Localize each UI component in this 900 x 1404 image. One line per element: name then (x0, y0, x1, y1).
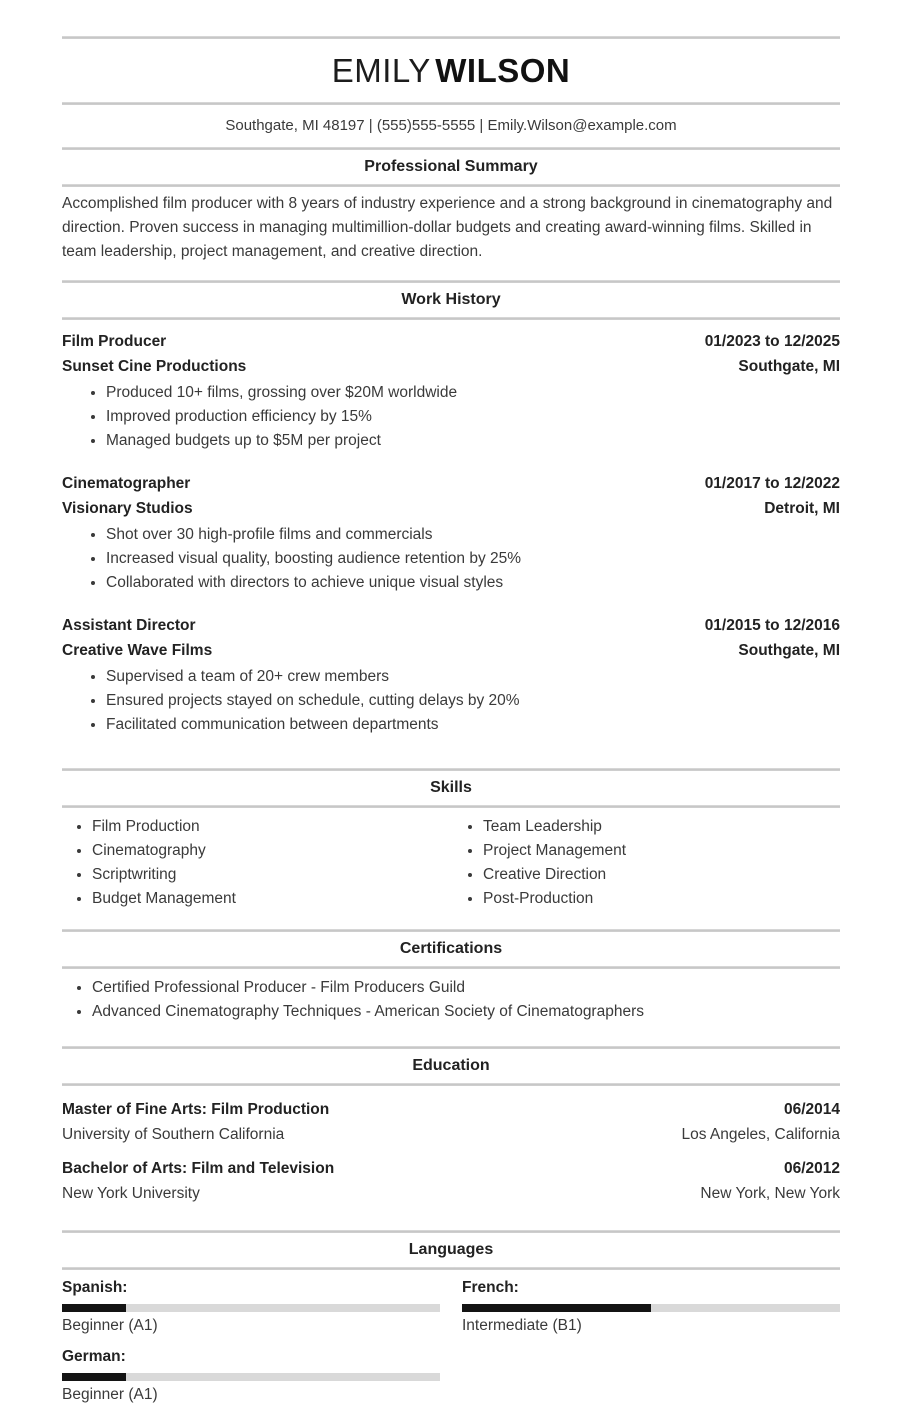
job-company-row (62, 496, 840, 521)
first-name: EMILY (331, 52, 431, 89)
contact-line: Southgate, MI 48197 | (555)555-5555 | Emily.Wilson@example.com (225, 117, 677, 134)
job-dates: 01/2015 to 12/2016 (704, 617, 840, 634)
degree-school-row (62, 1122, 840, 1147)
job-bullet: • Ensured projects stayed on schedule, cutting delays by 20% (106, 689, 840, 713)
section-head-languages (62, 1233, 840, 1267)
job-title: Film Producer (62, 333, 167, 350)
skills-column-right (451, 815, 840, 911)
job-dates: 01/2023 to 12/2025 (704, 333, 840, 350)
job-company-row (62, 354, 840, 379)
skills-list-left (62, 815, 451, 911)
language-item (62, 1348, 440, 1404)
certification-item: • Advanced Cinematography Techniques - American Society of Cinematographers (92, 1000, 840, 1024)
job-location: Southgate, MI (738, 642, 840, 659)
skill-item: • Cinematography (92, 839, 451, 863)
section-head-work-history (62, 283, 840, 317)
job-bullet: • Managed budgets up to $5M per project (106, 429, 840, 453)
degree-date: 06/2014 (783, 1101, 840, 1118)
section-head-summary (62, 150, 840, 184)
job-dates: 01/2017 to 12/2022 (704, 475, 840, 492)
education-list (62, 1086, 840, 1230)
degree-title-row (62, 1097, 840, 1122)
language-level: Beginner (A1) (62, 1317, 158, 1334)
job-entry (62, 604, 840, 746)
skill-item: • Scriptwriting (92, 863, 451, 887)
section-title-languages: Languages (408, 1241, 494, 1258)
language-bar-track (462, 1304, 840, 1312)
certifications-list-wrap (62, 969, 840, 1046)
skill-item: • Project Management (483, 839, 840, 863)
job-bullet: • Collaborated with directors to achieve unique visual styles (106, 571, 840, 595)
job-title: Assistant Director (62, 617, 196, 634)
job-company: Visionary Studios (62, 500, 193, 517)
degree-entry (62, 1151, 840, 1210)
skills-list-right (451, 815, 840, 911)
job-company: Sunset Cine Productions (62, 358, 247, 375)
degree-school: New York University (62, 1185, 200, 1202)
certifications-list (62, 976, 840, 1024)
job-title: Cinematographer (62, 475, 191, 492)
section-head-certifications (62, 932, 840, 966)
language-bar-track (62, 1373, 440, 1381)
job-bullet: • Increased visual quality, boosting audience retention by 25% (106, 547, 840, 571)
job-location: Detroit, MI (764, 500, 840, 517)
job-bullet-list (62, 665, 840, 737)
job-entry (62, 320, 840, 462)
job-company: Creative Wave Films (62, 642, 213, 659)
language-bar-fill (462, 1304, 651, 1312)
language-bar-track (62, 1304, 440, 1312)
summary-text: Accomplished film producer with 8 years of industry experience and a strong background in cinematography and direction. Proven success in managing multimillion-dollar budgets and creating award-winning films. Skilled in team leadership, project management, and creative direction. (62, 195, 833, 260)
skill-item: • Creative Direction (483, 863, 840, 887)
degree-date: 06/2012 (783, 1160, 840, 1177)
job-bullet: • Produced 10+ films, grossing over $20M worldwide (106, 381, 840, 405)
job-bullet: • Shot over 30 high-profile films and commercials (106, 523, 840, 547)
skill-item: • Film Production (92, 815, 451, 839)
job-title-row (62, 329, 840, 354)
language-item (462, 1279, 840, 1335)
language-item (62, 1279, 440, 1335)
degree-school-row (62, 1181, 840, 1206)
language-label: French: (462, 1279, 519, 1296)
section-title-work-history: Work History (401, 291, 501, 308)
degree-title: Master of Fine Arts: Film Production (62, 1101, 330, 1118)
degree-location: Los Angeles, California (681, 1126, 840, 1143)
skills-column-left (62, 815, 451, 911)
section-head-education (62, 1049, 840, 1083)
language-level: Intermediate (B1) (462, 1317, 582, 1334)
degree-title: Bachelor of Arts: Film and Television (62, 1160, 335, 1177)
degree-school: University of Southern California (62, 1126, 285, 1143)
language-label: German: (62, 1348, 126, 1365)
job-location: Southgate, MI (738, 358, 840, 375)
job-bullet: • Improved production efficiency by 15% (106, 405, 840, 429)
language-label: Spanish: (62, 1279, 128, 1296)
degree-entry (62, 1092, 840, 1151)
name-heading (62, 39, 840, 102)
job-bullet: • Supervised a team of 20+ crew members (106, 665, 840, 689)
languages-grid (62, 1270, 840, 1404)
skill-item: • Team Leadership (483, 815, 840, 839)
job-title-row (62, 613, 840, 638)
job-bullet: • Facilitated communication between departments (106, 713, 840, 737)
degree-title-row (62, 1156, 840, 1181)
section-title-summary: Professional Summary (364, 158, 538, 175)
certification-item: • Certified Professional Producer - Film Producers Guild (92, 976, 840, 1000)
job-bullet-list (62, 523, 840, 595)
language-bar-fill (62, 1304, 126, 1312)
job-entry (62, 462, 840, 604)
section-title-skills: Skills (430, 779, 472, 796)
section-title-education: Education (412, 1057, 490, 1074)
section-title-certifications: Certifications (399, 940, 503, 957)
work-history-list (62, 320, 840, 768)
section-head-skills (62, 771, 840, 805)
skill-item: • Post-Production (483, 887, 840, 911)
job-company-row (62, 638, 840, 663)
skill-item: • Budget Management (92, 887, 451, 911)
language-bar-fill (62, 1373, 126, 1381)
skills-columns (62, 808, 840, 929)
last-name: WILSON (435, 52, 571, 89)
language-level: Beginner (A1) (62, 1386, 158, 1403)
job-title-row (62, 471, 840, 496)
job-bullet-list (62, 381, 840, 453)
degree-location: New York, New York (700, 1185, 840, 1202)
